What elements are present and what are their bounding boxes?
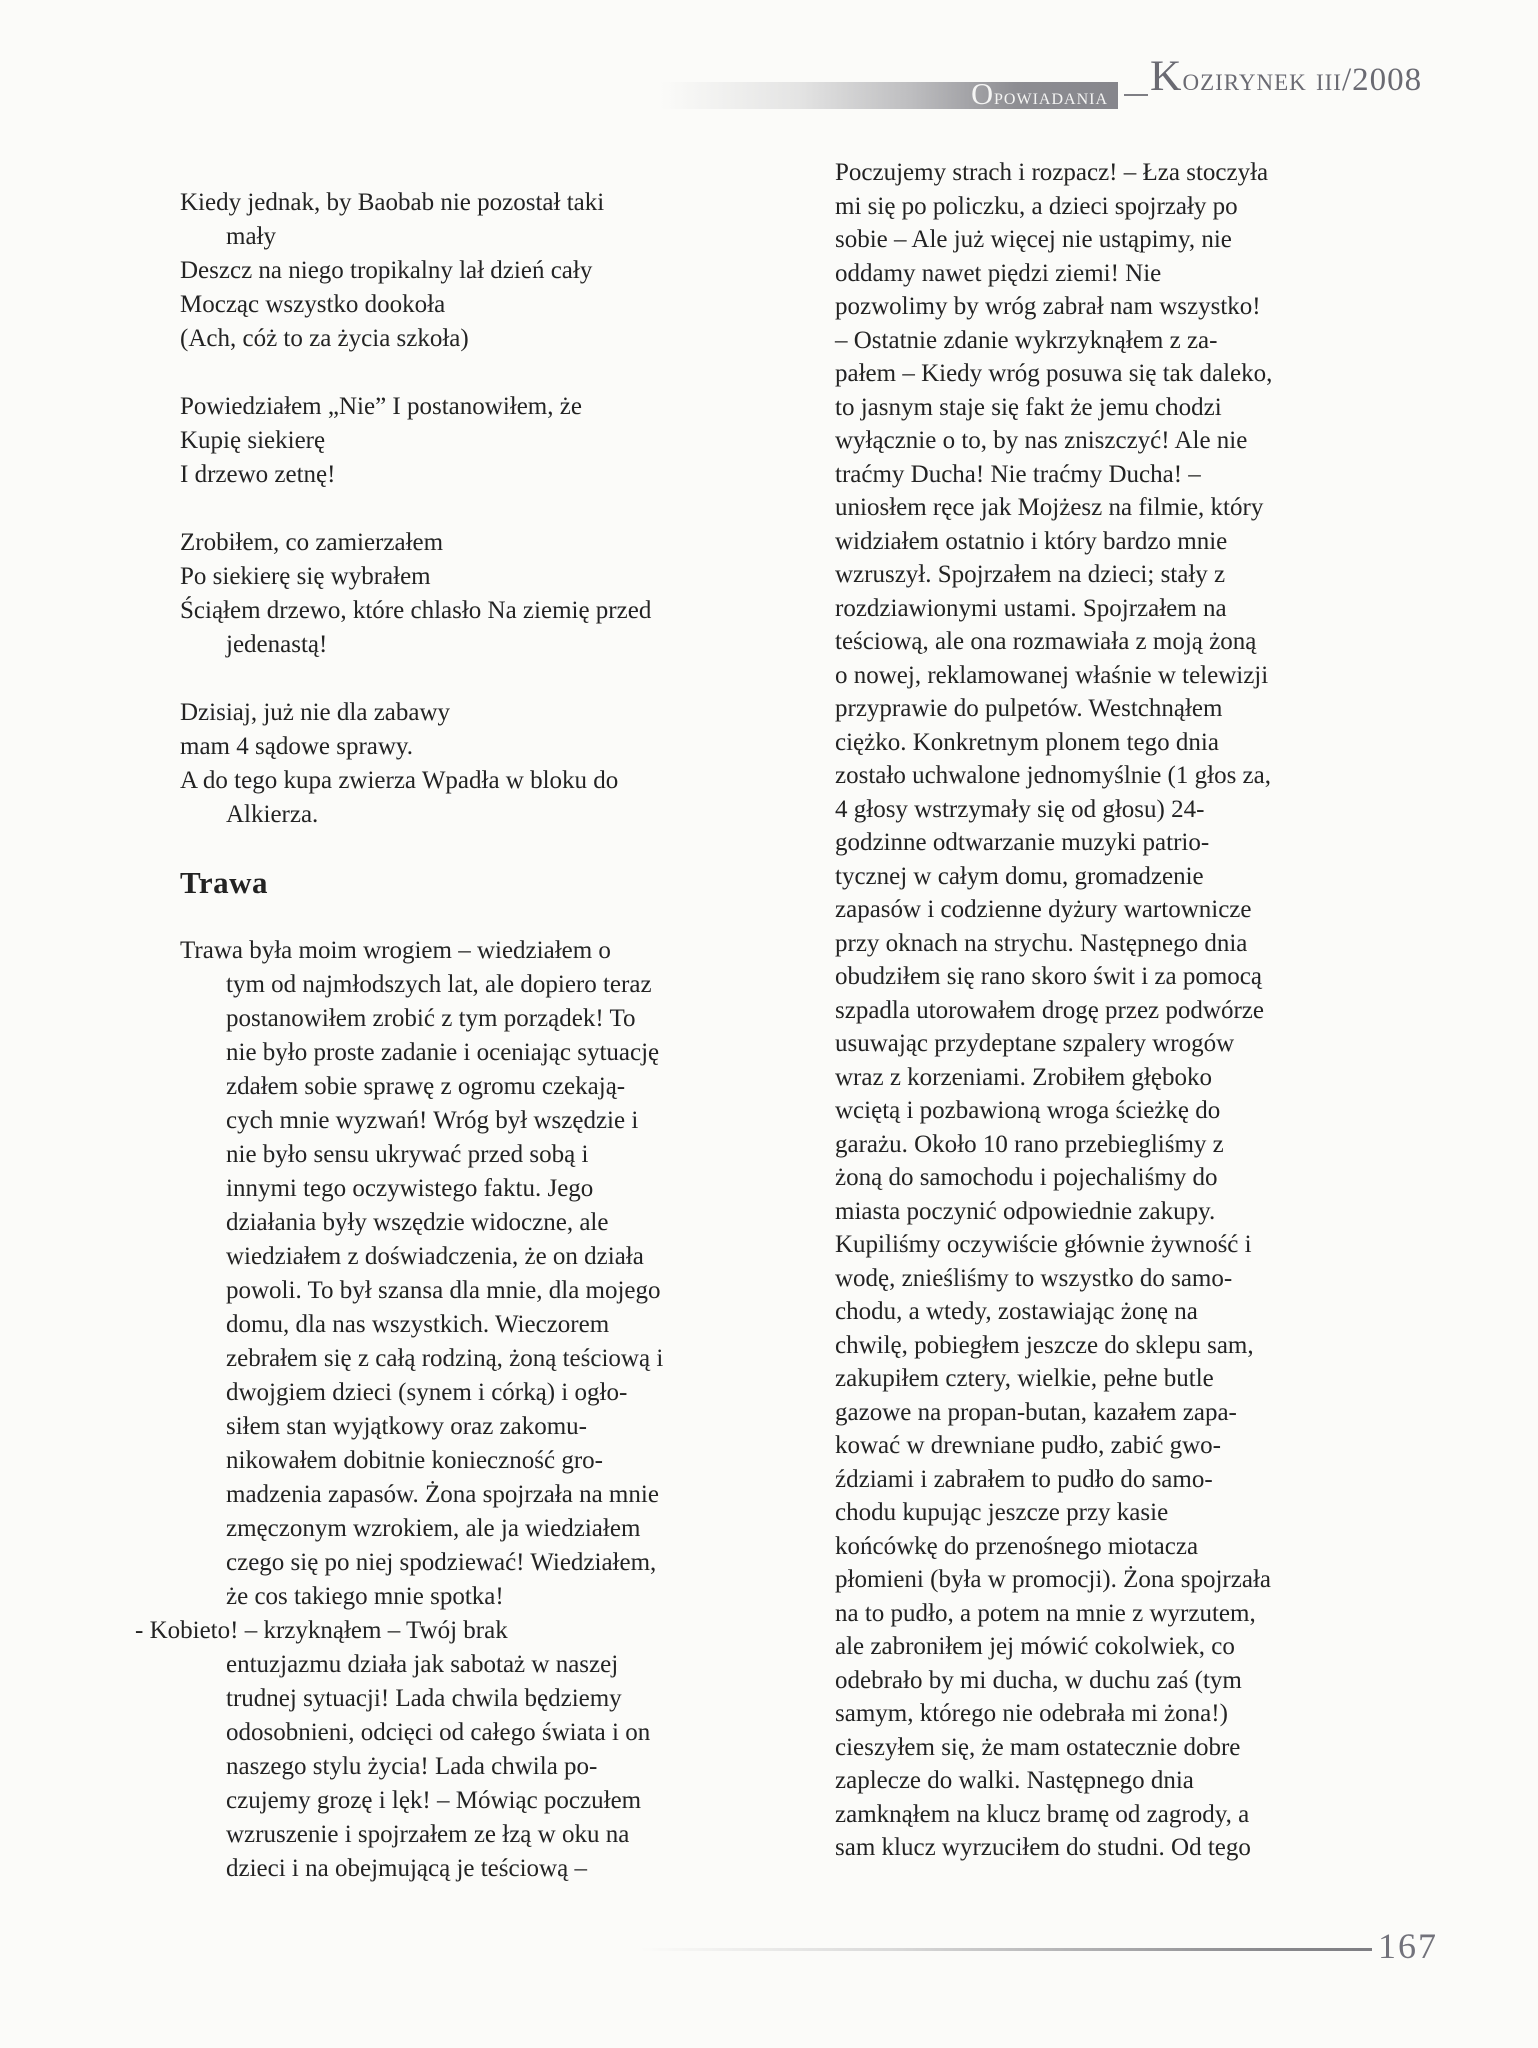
text-line: to jasnym staje się fakt że jemu chodzi [835, 393, 1222, 421]
text-line: wraz z korzeniami. Zrobiłem głęboko [835, 1063, 1212, 1091]
text-line [135, 492, 755, 526]
text-line: Zrobiłem, co zamierzałem [180, 529, 444, 556]
text-line: A do tego kupa zwierza Wpadła w bloku do [180, 767, 619, 794]
text-line: że cos takiego mnie spotka! [226, 1583, 504, 1610]
journal-title: kozirynek iii/2008 [1150, 52, 1423, 100]
text-line: rozdziawionymi ustami. Spojrzałem na [835, 594, 1227, 622]
text-line: ciężko. Konkretnym plonem tego dnia [835, 728, 1219, 756]
text-line: (Ach, cóż to za życia szkoła) [180, 325, 469, 352]
text-line: samym, którego nie odebrała mi żona!) [835, 1700, 1228, 1727]
text-line: madzenia zapasów. Żona spojrzała na mnie [226, 1481, 659, 1508]
section-bar [660, 77, 1118, 111]
text-line: zmęczonym wzrokiem, ale ja wiedziałem [226, 1515, 641, 1542]
text-line: płomieni (była w promocji). Żona spojrzała [835, 1566, 1271, 1593]
text-line: tym od najmłodszych lat, ale dopiero teraz [226, 971, 652, 998]
text-line: dwojgiem dzieci (synem i córką) i ogło- [226, 1379, 628, 1406]
text-line: Alkierza. [226, 801, 319, 828]
text-line: mały [226, 223, 276, 250]
text-line: postanowiłem zrobić z tym porządek! To [226, 1005, 636, 1032]
text-line: entuzjazmu działa jak sabotaż w naszej [226, 1651, 619, 1678]
text-line: mi się po policzku, a dzieci spojrzały po [835, 192, 1238, 220]
text-line: jedenastą! [226, 631, 328, 658]
text-line [135, 662, 755, 696]
text-line: trudnej sytuacji! Lada chwila będziemy [226, 1685, 622, 1712]
text-line: cieszyłem się, że mam ostatecznie dobre [835, 1733, 1241, 1761]
text-line: pałem – Kiedy wróg posuwa się tak daleko, [835, 360, 1273, 387]
text-line: sam klucz wyrzuciłem do studni. Od tego [835, 1834, 1251, 1861]
text-line: dzieci i na obejmującą je teściową – [226, 1855, 587, 1882]
text-line: ździami i zabrałem to pudło do samo- [835, 1465, 1213, 1493]
text-line [135, 900, 755, 934]
text-line: wzruszył. Spojrzałem na dzieci; stały z [835, 561, 1226, 588]
text-line: oddamy nawet piędzi ziemi! Nie [835, 259, 1162, 287]
left-column [135, 186, 755, 1886]
text-line: czujemy grozę i lęk! – Mówiąc poczułem [226, 1787, 642, 1814]
text-line: kować w drewniane pudło, zabić gwo- [835, 1432, 1221, 1459]
text-line: miasta poczynić odpowiednie zakupy. [835, 1197, 1216, 1225]
text-line: cych mnie wyzwań! Wróg był wszędzie i [226, 1107, 639, 1134]
text-line: uniosłem ręce jak Mojżesz na filmie, który [835, 494, 1264, 521]
header-dash [1124, 94, 1148, 96]
text-line: Trawa była moim wrogiem – wiedziałem o [180, 937, 611, 964]
text-line: pozwolimy by wróg zabrał nam wszystko! [835, 293, 1261, 320]
text-line: usuwając przydeptane szpalery wrogów [835, 1030, 1235, 1057]
text-line: Deszcz na niego tropikalny lał dzień cały [180, 257, 593, 284]
text-line: gazowe na propan-butan, kazałem zapa- [835, 1398, 1237, 1426]
section-label: Opowiadania [971, 77, 1108, 111]
text-line: tycznej w całym domu, gromadzenie [835, 862, 1204, 890]
text-line: ale zabroniłem jej mówić cokolwiek, co [835, 1633, 1235, 1660]
text-line: mam 4 sądowe sprawy. [180, 733, 414, 760]
text-line: sobie – Ale już więcej nie ustąpimy, nie [835, 226, 1232, 253]
text-line: żoną do samochodu i pojechaliśmy do [835, 1164, 1218, 1191]
text-line: naszego stylu życia! Lada chwila po- [226, 1753, 598, 1780]
text-line: zaplecze do walki. Następnego dnia [835, 1767, 1194, 1794]
text-line [135, 832, 755, 866]
text-line: czego się po niej spodziewać! Wiedziałem, [226, 1549, 657, 1576]
text-line: końcówkę do przenośnego miotacza [835, 1532, 1199, 1560]
text-line: chodu, a wtedy, zostawiając żonę na [835, 1298, 1198, 1325]
text-line: teściową, ale ona rozmawiała z moją żoną [835, 628, 1257, 655]
text-line: przy oknach na strychu. Następnego dnia [835, 929, 1248, 957]
text-line: odebrało by mi ducha, w duchu zaś (tym [835, 1666, 1242, 1694]
text-line: wciętą i pozbawioną wroga ścieżkę do [835, 1097, 1221, 1124]
text-line: zebrałem się z całą rodziną, żoną teściową i [226, 1345, 664, 1372]
text-line: Kiedy jednak, by Baobab nie pozostał taki [180, 189, 605, 216]
page-number: 167 [1378, 1926, 1438, 1966]
text-line: godzinne odtwarzanie muzyki patrio- [835, 829, 1210, 856]
text-line: siłem stan wyjątkowy oraz zakomu- [226, 1413, 588, 1440]
text-line: Poczujemy strach i rozpacz! – Łza stoczyła [835, 159, 1269, 186]
text-line: o nowej, reklamowanej właśnie w telewizji [835, 661, 1269, 689]
text-line: wodę, znieśliśmy to wszystko do samo- [835, 1264, 1233, 1292]
text-line: 4 głosy wstrzymały się od głosu) 24- [835, 795, 1205, 823]
text-line: domu, dla nas wszystkich. Wieczorem [226, 1311, 610, 1338]
text-line: Powiedziałem „Nie” I postanowiłem, że [180, 393, 582, 420]
text-line: odosobnieni, odcięci od całego świata i on [226, 1719, 651, 1746]
text-line: powoli. To był szansa dla mnie, dla mojego [226, 1277, 661, 1304]
text-line: szpadla utorowałem drogę przez podwórze [835, 996, 1264, 1024]
text-line: przyprawie do pulpetów. Westchnąłem [835, 695, 1223, 722]
text-line: Ściąłem drzewo, które chlasło Na ziemię przed [180, 597, 652, 624]
text-line: Kupiliśmy oczywiście głównie żywność i [835, 1231, 1252, 1258]
text-line: - Kobieto! – krzyknąłem – Twój brak [135, 1617, 508, 1644]
text-line: obudziłem się rano skoro świt i za pomocą [835, 963, 1262, 990]
text-line: nie było sensu ukrywać przed sobą i [226, 1141, 589, 1168]
text-line: I drzewo zetnę! [180, 461, 336, 488]
text-line: widziałem ostatnio i który bardzo mnie [835, 527, 1228, 555]
text-line: wzruszenie i spojrzałem ze łzą w oku na [226, 1821, 630, 1848]
text-line: chwilę, pobiegłem jeszcze do sklepu sam, [835, 1331, 1254, 1359]
text-line: zamknąłem na klucz bramę od zagrody, a [835, 1800, 1250, 1828]
text-line: innymi tego oczywistego faktu. Jego [226, 1175, 594, 1202]
text-line: Kupię siekierę [180, 427, 326, 454]
text-line: wiedziałem z doświadczenia, że on działa [226, 1243, 644, 1270]
text-line: nie było proste zadanie i oceniając sytuację [226, 1039, 660, 1066]
text-line: Dzisiaj, już nie dla zabawy [180, 699, 451, 726]
text-line: zostało uchwalone jednomyślnie (1 głos za, [835, 762, 1271, 789]
text-line: traćmy Ducha! Nie traćmy Ducha! – [835, 460, 1201, 488]
text-line: zdałem sobie sprawę z ogromu czekają- [226, 1073, 626, 1100]
text-line: wyłącznie o to, by nas zniszczyć! Ale nie [835, 427, 1248, 454]
text-line: chodu kupując jeszcze przy kasie [835, 1499, 1169, 1526]
footer-rule [640, 1948, 1372, 1951]
text-line: – Ostatnie zdanie wykrzyknąłem z za- [835, 326, 1218, 354]
text-line [135, 356, 755, 390]
text-line: zapasów i codzienne dyżury wartownicze [835, 896, 1252, 923]
text-line: na to pudło, a potem na mnie z wyrzutem, [835, 1599, 1256, 1627]
text-line: Po siekierę się wybrałem [180, 563, 431, 590]
text-line: Mocząc wszystko dookoła [180, 291, 446, 318]
text-line: działania były wszędzie widoczne, ale [226, 1209, 609, 1236]
text-line: garażu. Około 10 rano przebiegliśmy z [835, 1130, 1224, 1158]
right-column [835, 156, 1475, 1865]
section-heading: Trawa [180, 865, 269, 900]
text-line: nikowałem dobitnie konieczność gro- [226, 1447, 603, 1474]
text-line: zakupiłem cztery, wielkie, pełne butle [835, 1365, 1214, 1392]
